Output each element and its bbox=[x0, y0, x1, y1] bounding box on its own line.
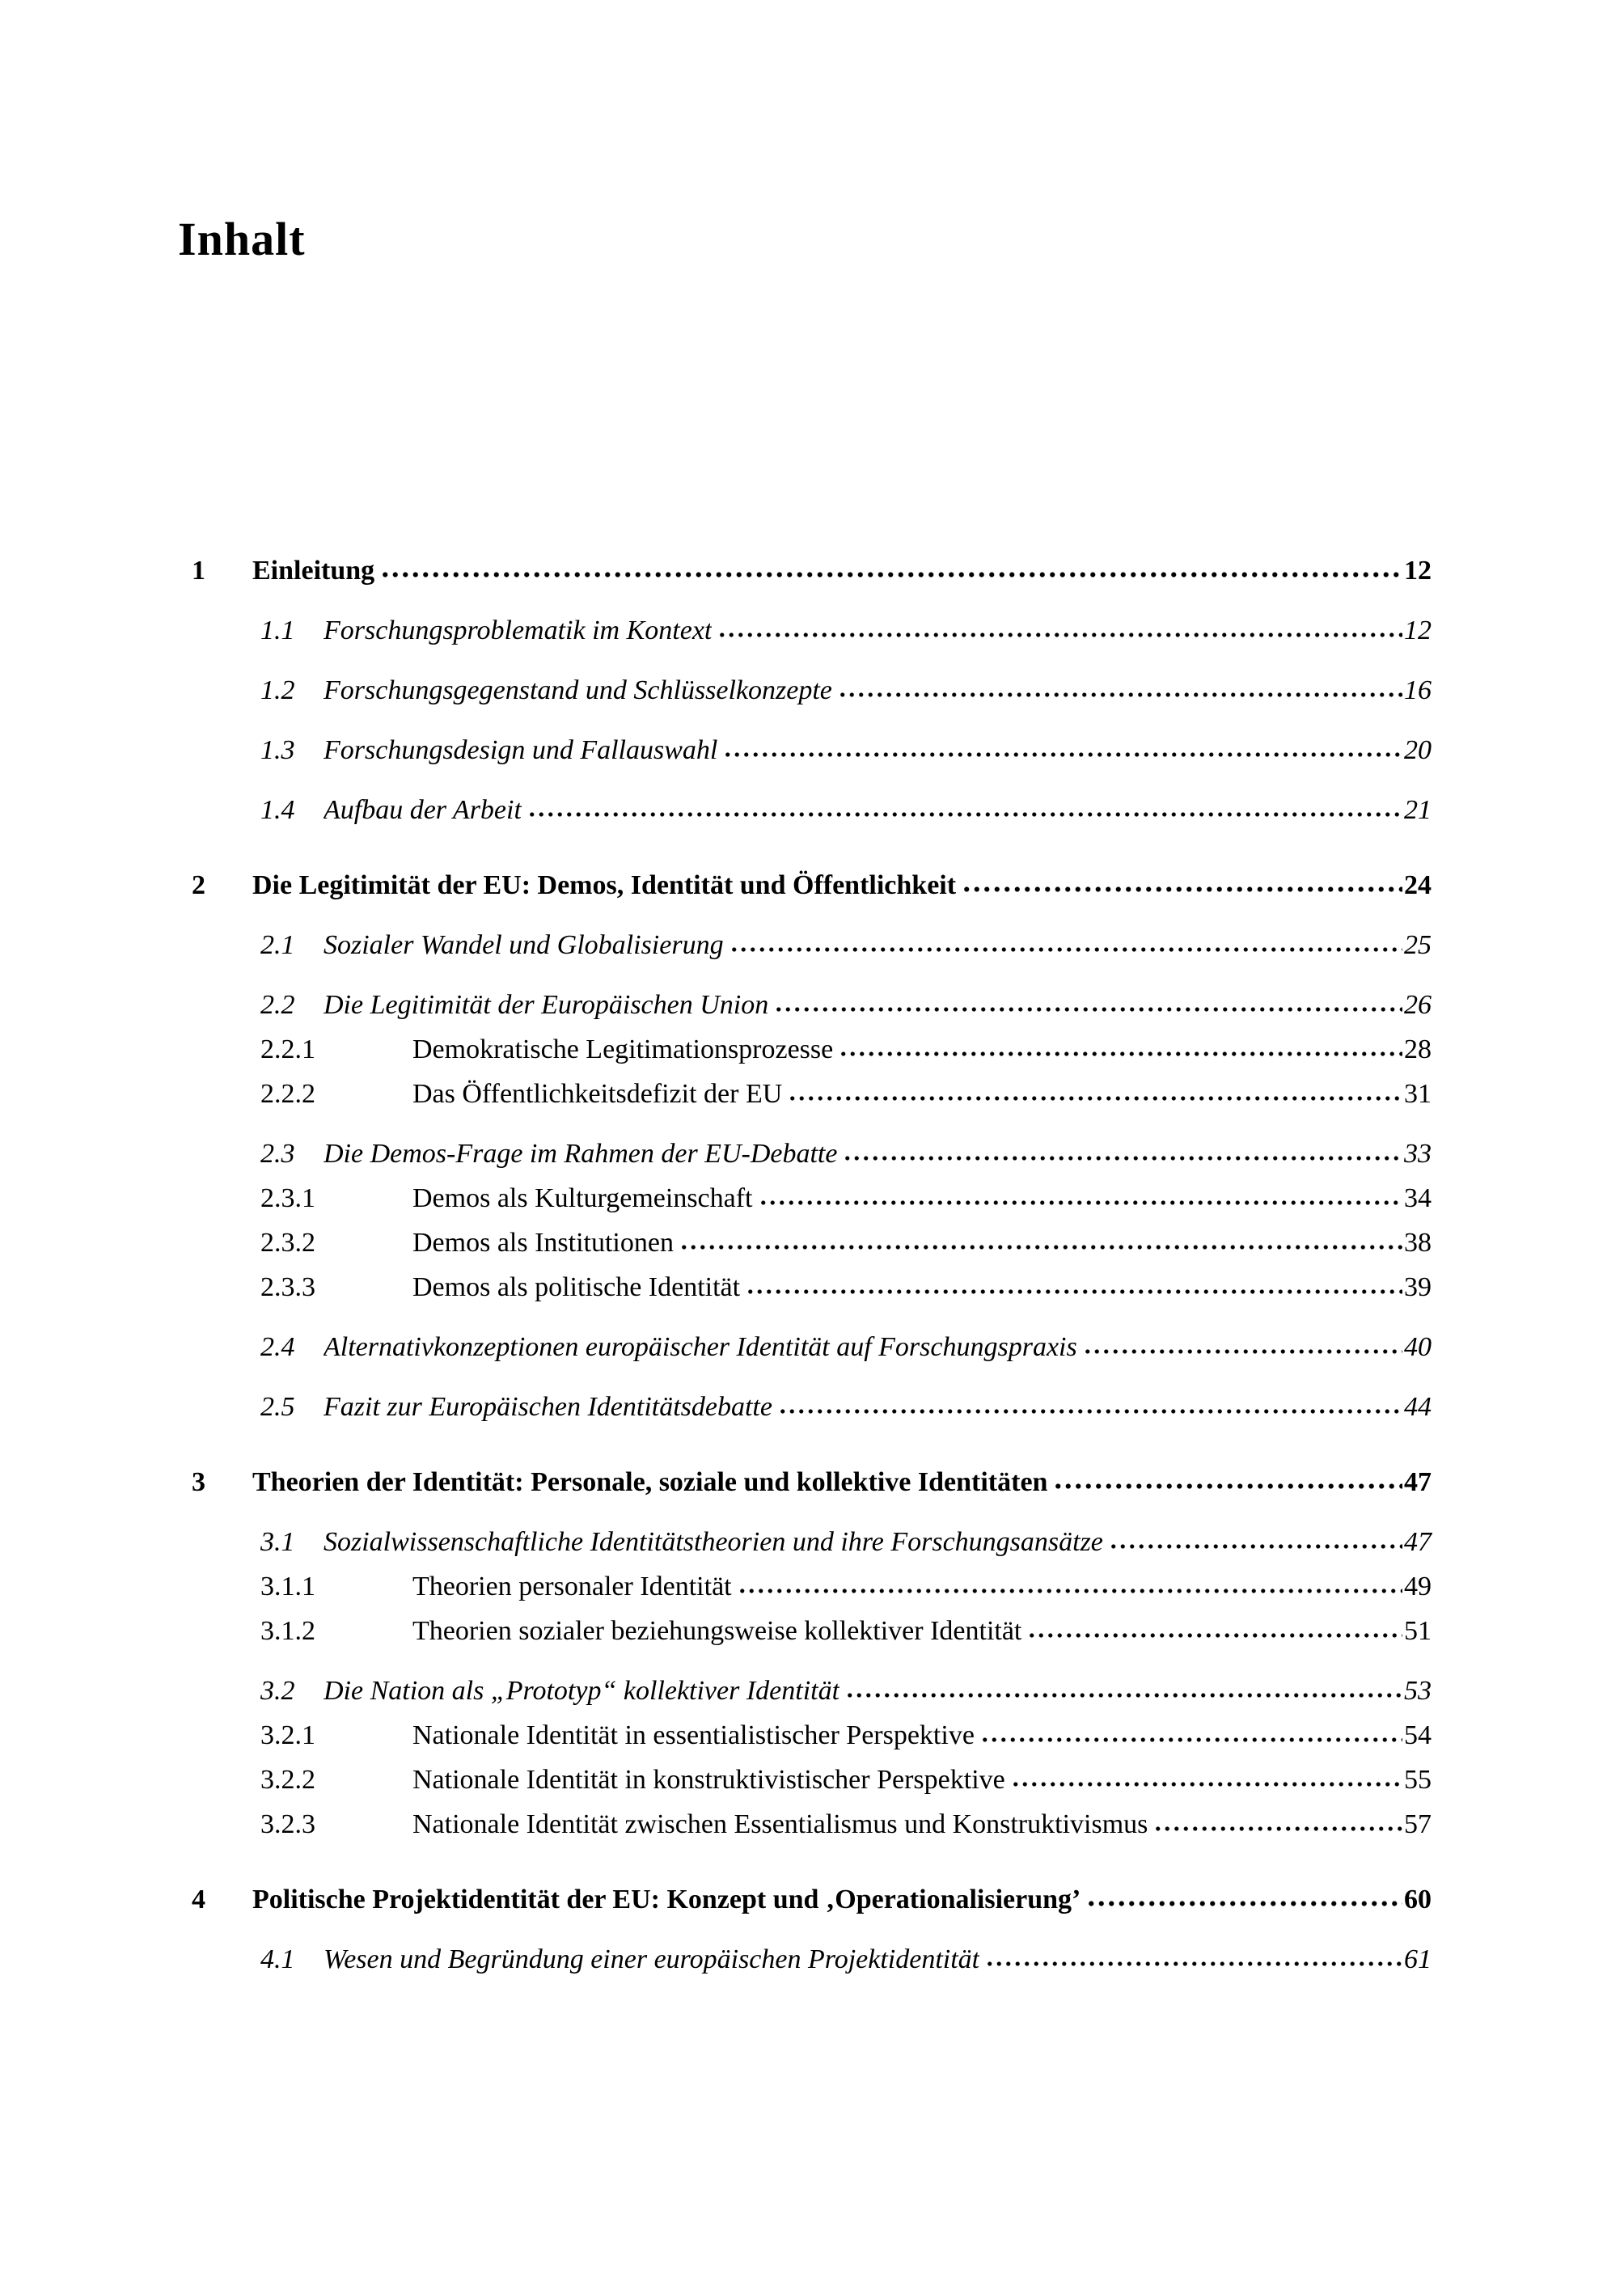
dot-leader-icon bbox=[839, 1050, 1402, 1058]
dot-leader-icon bbox=[1083, 1347, 1402, 1356]
toc-entry-label: Sozialwissenschaftliche Identitätstheorien und ihre Forschungsansätze bbox=[324, 1527, 1103, 1557]
toc-entry-number: 3.1 bbox=[260, 1527, 295, 1557]
toc-entry bbox=[260, 1937, 1432, 1982]
toc-entry-page: 51 bbox=[1404, 1616, 1432, 1646]
toc-entry-page: 12 bbox=[1404, 616, 1432, 645]
toc-entry-page: 21 bbox=[1404, 795, 1432, 825]
toc-entry-page: 25 bbox=[1404, 930, 1432, 960]
toc-entry-page: 47 bbox=[1404, 1467, 1432, 1497]
toc-entry bbox=[260, 983, 1432, 1027]
toc-entry-number: 4 bbox=[192, 1885, 205, 1914]
toc-entry-page: 60 bbox=[1404, 1885, 1432, 1914]
toc-entry-number: 1 bbox=[192, 556, 205, 586]
toc-entry-page: 57 bbox=[1404, 1809, 1432, 1839]
dot-leader-icon bbox=[985, 1960, 1402, 1968]
dot-leader-icon bbox=[778, 1407, 1402, 1415]
toc-entry-number: 1.3 bbox=[260, 735, 295, 765]
toc-entry-label: Die Legitimität der EU: Demos, Identität und Öffentlichkeit bbox=[252, 870, 957, 900]
dot-leader-icon bbox=[845, 1691, 1402, 1699]
toc-entry-label: Demos als Institutionen bbox=[412, 1228, 674, 1258]
page-title: Inhalt bbox=[178, 213, 306, 265]
toc-entry-label: Wesen und Begründung einer europäischen Projektidentität bbox=[324, 1944, 980, 1974]
dot-leader-icon bbox=[738, 1587, 1402, 1595]
toc-entry-page: 54 bbox=[1404, 1720, 1432, 1750]
toc-entry-label: Politische Projektidentität der EU: Konzept und ‚Operationalisierung’ bbox=[252, 1885, 1081, 1914]
toc-entry-number: 2.2.2 bbox=[260, 1079, 315, 1109]
toc-entry-label: Nationale Identität in essentialistischer Perspektive bbox=[412, 1720, 975, 1750]
dot-leader-icon bbox=[843, 1154, 1402, 1162]
toc-entry bbox=[260, 1325, 1432, 1369]
dot-leader-icon bbox=[380, 570, 1402, 579]
toc-entry-label: Forschungsproblematik im Kontext bbox=[324, 616, 713, 645]
toc-entry-number: 1.1 bbox=[260, 616, 295, 645]
toc-entry bbox=[192, 863, 1432, 907]
toc-entry-number: 3.2.3 bbox=[260, 1809, 315, 1839]
toc-entry-page: 20 bbox=[1404, 735, 1432, 765]
toc-entry bbox=[260, 1132, 1432, 1176]
toc-entry bbox=[192, 548, 1432, 593]
toc-entry-page: 12 bbox=[1404, 556, 1432, 586]
toc-entry-label: Theorien personaler Identität bbox=[412, 1572, 732, 1601]
toc-entry-label: Die Legitimität der Europäischen Union bbox=[324, 990, 769, 1020]
toc-entry-label: Demokratische Legitimationsprozesse bbox=[412, 1034, 834, 1064]
toc-entry-label: Nationale Identität zwischen Essentialismus und Konstruktivismus bbox=[412, 1809, 1148, 1839]
toc-entry-page: 47 bbox=[1404, 1527, 1432, 1557]
toc-entry-page: 40 bbox=[1404, 1332, 1432, 1362]
dot-leader-icon bbox=[730, 946, 1402, 954]
dot-leader-icon bbox=[1027, 1631, 1402, 1639]
toc-entry-number: 2.1 bbox=[260, 930, 295, 960]
toc-entry-number: 3 bbox=[192, 1467, 205, 1497]
dot-leader-icon bbox=[1153, 1825, 1402, 1833]
toc-entry bbox=[260, 1221, 1432, 1265]
toc-entry-page: 33 bbox=[1404, 1139, 1432, 1169]
toc-entry-number: 4.1 bbox=[260, 1944, 295, 1974]
toc-entry-page: 53 bbox=[1404, 1676, 1432, 1706]
toc-entry bbox=[260, 608, 1432, 653]
toc-entry bbox=[260, 1609, 1432, 1653]
toc-entry-label: Forschungsgegenstand und Schlüsselkonzepte bbox=[324, 675, 832, 705]
toc-entry-page: 55 bbox=[1404, 1765, 1432, 1795]
toc-entry-page: 34 bbox=[1404, 1183, 1432, 1213]
toc-entry-number: 2.4 bbox=[260, 1332, 295, 1362]
toc-entry-page: 61 bbox=[1404, 1944, 1432, 1974]
toc-entry-number: 1.2 bbox=[260, 675, 295, 705]
toc-entry-label: Einleitung bbox=[252, 556, 375, 586]
toc-entry bbox=[192, 1460, 1432, 1504]
dot-leader-icon bbox=[723, 751, 1402, 759]
dot-leader-icon bbox=[774, 1005, 1402, 1013]
toc-entry-label: Demos als politische Identität bbox=[412, 1272, 741, 1302]
dot-leader-icon bbox=[746, 1288, 1402, 1296]
toc-entry-label: Die Demos-Frage im Rahmen der EU-Debatte bbox=[324, 1139, 838, 1169]
toc-entry bbox=[260, 1758, 1432, 1802]
dot-leader-icon bbox=[1109, 1542, 1402, 1551]
toc-entry-number: 2.3.2 bbox=[260, 1228, 315, 1258]
toc-entry bbox=[260, 1802, 1432, 1847]
toc-entry-page: 39 bbox=[1404, 1272, 1432, 1302]
toc-entry bbox=[260, 923, 1432, 967]
toc-entry-number: 3.2.1 bbox=[260, 1720, 315, 1750]
toc-entry-number: 3.1.2 bbox=[260, 1616, 315, 1646]
toc-entry bbox=[260, 1520, 1432, 1564]
toc-entry bbox=[260, 668, 1432, 713]
toc-entry-label: Forschungsdesign und Fallauswahl bbox=[324, 735, 718, 765]
toc-entry bbox=[260, 788, 1432, 832]
toc-entry-label: Theorien der Identität: Personale, soziale und kollektive Identitäten bbox=[252, 1467, 1048, 1497]
toc-entry-number: 3.1.1 bbox=[260, 1572, 315, 1601]
dot-leader-icon bbox=[1011, 1780, 1402, 1788]
toc-entry bbox=[260, 728, 1432, 772]
toc-entry-label: Aufbau der Arbeit bbox=[324, 795, 522, 825]
toc-entry-number: 2 bbox=[192, 870, 205, 900]
toc-entry-number: 2.5 bbox=[260, 1392, 295, 1422]
toc-entry-label: Alternativkonzeptionen europäischer Identität auf Forschungspraxis bbox=[324, 1332, 1077, 1362]
dot-leader-icon bbox=[759, 1199, 1402, 1207]
toc-entry bbox=[260, 1072, 1432, 1116]
toc-entry bbox=[260, 1176, 1432, 1221]
dot-leader-icon bbox=[527, 810, 1402, 819]
dot-leader-icon bbox=[838, 691, 1402, 699]
toc-entry-label: Sozialer Wandel und Globalisierung bbox=[324, 930, 724, 960]
toc-entry-number: 3.2.2 bbox=[260, 1765, 315, 1795]
table-of-contents bbox=[192, 518, 1432, 1982]
toc-entry-label: Die Nation als „Prototyp“ kollektiver Identität bbox=[324, 1676, 840, 1706]
toc-entry-number: 3.2 bbox=[260, 1676, 295, 1706]
toc-entry-label: Nationale Identität in konstruktivistischer Perspektive bbox=[412, 1765, 1005, 1795]
toc-entry-page: 26 bbox=[1404, 990, 1432, 1020]
toc-entry bbox=[260, 1713, 1432, 1758]
toc-entry-label: Demos als Kulturgemeinschaft bbox=[412, 1183, 753, 1213]
toc-entry-label: Fazit zur Europäischen Identitätsdebatte bbox=[324, 1392, 772, 1422]
dot-leader-icon bbox=[962, 885, 1402, 894]
toc-entry-number: 2.2 bbox=[260, 990, 295, 1020]
toc-entry-number: 2.3.1 bbox=[260, 1183, 315, 1213]
toc-entry-number: 2.3.3 bbox=[260, 1272, 315, 1302]
dot-leader-icon bbox=[788, 1094, 1402, 1102]
toc-entry-number: 2.2.1 bbox=[260, 1034, 315, 1064]
dot-leader-icon bbox=[1053, 1482, 1402, 1491]
dot-leader-icon bbox=[980, 1736, 1402, 1744]
toc-entry-page: 24 bbox=[1404, 870, 1432, 900]
toc-entry bbox=[260, 1669, 1432, 1713]
toc-entry-page: 44 bbox=[1404, 1392, 1432, 1422]
toc-entry bbox=[260, 1265, 1432, 1309]
toc-entry-page: 31 bbox=[1404, 1079, 1432, 1109]
toc-entry-label: Das Öffentlichkeitsdefizit der EU bbox=[412, 1079, 783, 1109]
toc-entry-number: 1.4 bbox=[260, 795, 295, 825]
toc-entry bbox=[192, 1877, 1432, 1922]
toc-entry bbox=[260, 1564, 1432, 1609]
toc-entry bbox=[260, 1027, 1432, 1072]
toc-entry-page: 28 bbox=[1404, 1034, 1432, 1064]
toc-entry-page: 16 bbox=[1404, 675, 1432, 705]
toc-entry bbox=[260, 1385, 1432, 1429]
dot-leader-icon bbox=[1086, 1899, 1402, 1908]
toc-entry-page: 49 bbox=[1404, 1572, 1432, 1601]
dot-leader-icon bbox=[717, 631, 1402, 639]
toc-entry-number: 2.3 bbox=[260, 1139, 295, 1169]
toc-entry-label: Theorien sozialer beziehungsweise kollektiver Identität bbox=[412, 1616, 1022, 1646]
dot-leader-icon bbox=[679, 1243, 1402, 1251]
toc-entry-page: 38 bbox=[1404, 1228, 1432, 1258]
